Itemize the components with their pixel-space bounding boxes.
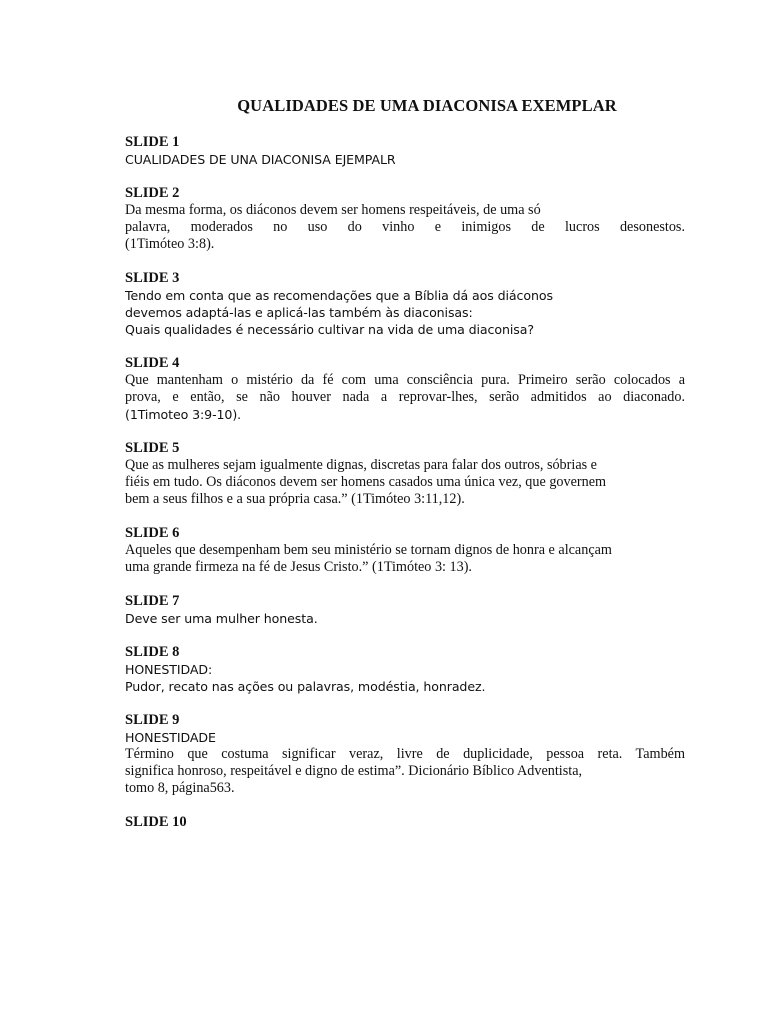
slide-text-line: Que as mulheres sejam igualmente dignas, discretas para falar dos outros, sóbrias e <box>125 457 597 473</box>
slide-text-line: Tendo em conta que as recomendações que a Bíblia dá aos diáconos <box>125 288 553 303</box>
document-title: QUALIDADES DE UMA DIACONISA EXEMPLAR <box>237 96 617 115</box>
slide-heading: SLIDE 1 <box>125 134 180 150</box>
document-body <box>125 134 685 848</box>
slide-heading: SLIDE 4 <box>125 355 180 371</box>
slide-block <box>125 134 685 168</box>
slide-block <box>125 270 685 338</box>
slide-heading: SLIDE 5 <box>125 440 180 456</box>
slide-text-line: Aqueles que desempenham bem seu ministério se tornam dignos de honra e alcançam <box>125 542 612 558</box>
slide-text-line: Quais qualidades é necessário cultivar na vida de uma diaconisa? <box>125 322 534 337</box>
slide-text-line: palavra, moderados no uso do vinho e inimigos de lucros desonestos. <box>125 219 685 235</box>
slide-text-line: Término que costuma significar veraz, livre de duplicidade, pessoa reta. Também <box>125 746 685 762</box>
slide-text-line: Deve ser uma mulher honesta. <box>125 611 318 626</box>
slide-text-line: significa honroso, respeitável e digno de estima”. Dicionário Bíblico Adventista, <box>125 763 583 779</box>
slide-text-line: Pudor, recato nas ações ou palavras, modéstia, honradez. <box>125 679 486 694</box>
slide-heading: SLIDE 8 <box>125 644 180 660</box>
slide-text-line: (1Timoteo 3:9-10). <box>125 407 242 422</box>
slide-text-line: CUALIDADES DE UNA DIACONISA EJEMPALR <box>125 152 396 167</box>
slide-heading: SLIDE 9 <box>125 712 180 728</box>
slide-heading: SLIDE 3 <box>125 270 180 286</box>
slide-block <box>125 525 685 576</box>
slide-text-line: uma grande firmeza na fé de Jesus Cristo.” (1Timóteo 3: 13). <box>125 559 472 575</box>
slide-text-line: fiéis em tudo. Os diáconos devem ser homens casados uma única vez, que governem <box>125 474 607 490</box>
slide-heading: SLIDE 2 <box>125 185 180 201</box>
slide-text-line: (1Timóteo 3:8). <box>125 236 215 252</box>
slide-heading: SLIDE 7 <box>125 593 180 609</box>
slide-text-line: prova, e então, se não houver nada a reprovar-lhes, serão admitidos ao diaconado. <box>125 389 685 405</box>
slide-block <box>125 712 685 797</box>
slide-block <box>125 355 685 423</box>
slide-text-line: bem a seus filhos e a sua própria casa.” (1Timóteo 3:11,12). <box>125 491 465 507</box>
slide-block <box>125 814 685 831</box>
slide-text-line: HONESTIDADE <box>125 730 216 745</box>
slide-block <box>125 440 685 508</box>
slide-text-line: Que mantenham o mistério da fé com uma consciência pura. Primeiro serão colocados a <box>125 372 685 388</box>
slide-heading: SLIDE 6 <box>125 525 180 541</box>
slide-block <box>125 185 685 253</box>
slide-heading: SLIDE 10 <box>125 814 187 830</box>
slide-block <box>125 644 685 695</box>
slide-text-line: tomo 8, página563. <box>125 780 235 796</box>
slide-text-line: HONESTIDAD: <box>125 662 213 677</box>
slide-text-line: devemos adaptá-las e aplicá-las também às diaconisas: <box>125 305 473 320</box>
slide-block <box>125 593 685 627</box>
slide-text-line: Da mesma forma, os diáconos devem ser homens respeitáveis, de uma só <box>125 202 541 218</box>
